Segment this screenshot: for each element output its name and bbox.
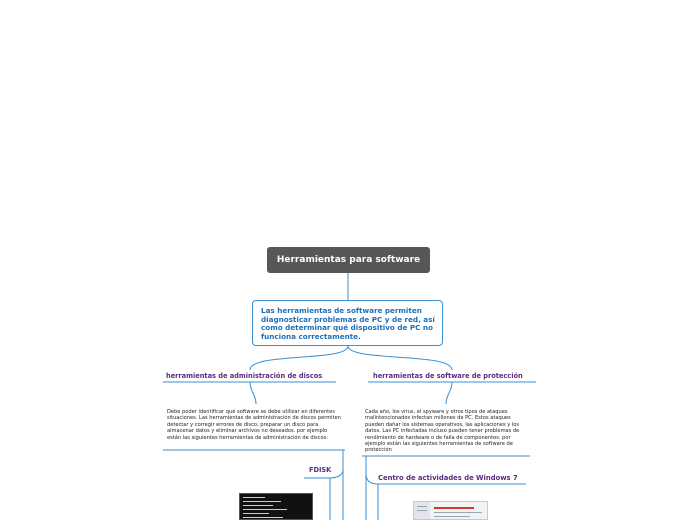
subitem-centro-actividades[interactable]: Centro de actividades de Windows 7 [378, 474, 518, 482]
branch-description-disk-admin: Debe poder identificar qué software se debe utilizar en diferentes situaciones. Las herramientas de administración de discos permiten detectar y corregir errores de disco, preparar un disco para almacenar datos y eliminar archivos no deseados. por ejemplo están las siguientes herramientas de administración de discos: [167, 409, 341, 441]
central-node[interactable] [252, 300, 443, 346]
branch-title-disk-admin[interactable]: herramientas de administración de discos [166, 372, 323, 380]
connector-left-desc [250, 382, 256, 404]
subitem-fdisk[interactable]: FDISK [309, 466, 332, 474]
connector-central-left [250, 346, 348, 370]
connector-right-desc [446, 382, 452, 404]
fdisk-screenshot-image [239, 493, 313, 520]
branch-description-protection: Cada año, los virus, el spyware y otros tipos de ataques malintencionados infectan millones de PC. Estos ataques pueden dañar los sistemas operativos, las aplicaciones y los datos. Las PC infectadas incluso pueden tener problemas de rendimiento de hardware o de falla de componentes. por ejemplo están las siguientes herramientas de software de protección [365, 409, 520, 454]
central-text: Las herramientas de software permiten diagnosticar problemas de PC y de red, así como determinar qué dispositivo de PC no funciona correctamente. [261, 306, 435, 341]
connector-central-right [348, 346, 452, 370]
branch-title-protection[interactable]: herramientas de software de protección [373, 372, 523, 380]
root-node[interactable] [267, 247, 430, 273]
root-title: Herramientas para software [276, 255, 421, 265]
action-center-screenshot-image [413, 501, 488, 520]
